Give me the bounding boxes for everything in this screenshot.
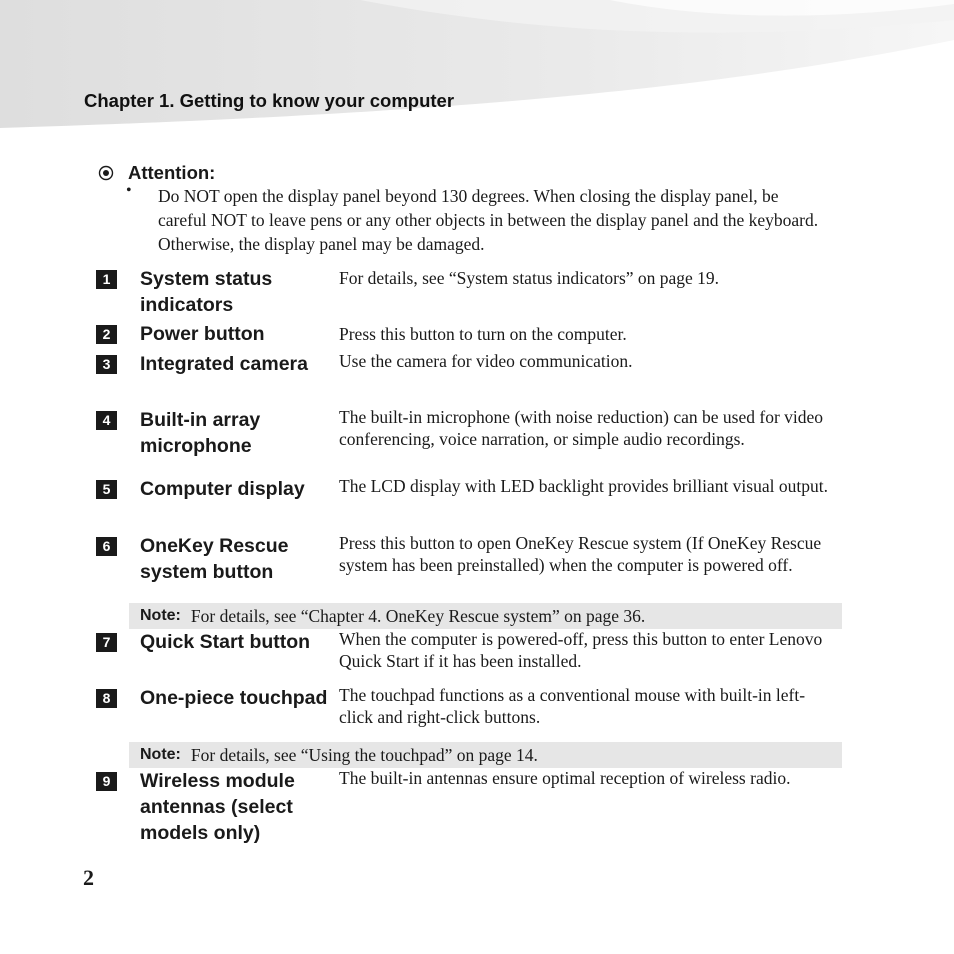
- item-description: The built-in microphone (with noise reduction) can be used for video conferencing, voice narration, or simple audio recordings.: [339, 407, 824, 449]
- item-label: Built-in array microphone: [140, 409, 261, 457]
- item-description: For details, see “System status indicators” on page 19.: [339, 268, 720, 288]
- item-number-badge: 9: [96, 772, 117, 791]
- bullet-marker: •: [126, 182, 132, 199]
- item-number-badge: 5: [96, 480, 117, 499]
- note-label: Note:: [140, 746, 181, 763]
- item-description: Press this button to open OneKey Rescue system (If OneKey Rescue system has been preinstalled) when the computer is powered off.: [339, 533, 822, 575]
- item-label: One-piece touchpad: [140, 687, 328, 709]
- note-touchpad: [129, 742, 842, 768]
- item-number-badge: 2: [96, 325, 117, 344]
- note-label: Note:: [140, 607, 181, 624]
- item-label: Power button: [140, 323, 265, 345]
- attention-heading: [98, 162, 215, 184]
- item-number-badge: 8: [96, 689, 117, 708]
- item-number-badge: 6: [96, 537, 117, 556]
- chapter-title: Chapter 1. Getting to know your computer: [84, 90, 455, 111]
- item-label: Computer display: [140, 478, 305, 500]
- item-description: Use the camera for video communication.: [339, 351, 633, 371]
- item-description: The LCD display with LED backlight provides brilliant visual output.: [339, 476, 828, 496]
- item-number-badge: 4: [96, 411, 117, 430]
- item-number-badge: 1: [96, 270, 117, 289]
- item-description: Press this button to turn on the computer.: [339, 324, 627, 344]
- attention-label: Attention:: [128, 162, 216, 183]
- item-description: The touchpad functions as a conventional mouse with built-in left-click and right-click buttons.: [339, 685, 806, 727]
- note-onekey-rescue: [129, 603, 842, 629]
- item-label: System status indicators: [140, 268, 273, 316]
- item-label: Wireless module antennas (select models only): [140, 770, 295, 844]
- attention-text: Do NOT open the display panel beyond 130 degrees. When closing the display panel, be careful NOT to leave pens or any other objects in between the display panel and the keyboard. Otherwise, the display panel may be damaged.: [158, 186, 819, 254]
- note-text: For details, see “Chapter 4. OneKey Rescue system” on page 36.: [190, 605, 646, 626]
- item-description: The built-in antennas ensure optimal reception of wireless radio.: [339, 768, 791, 788]
- item-number-badge: 7: [96, 633, 117, 652]
- item-number-badge: 3: [96, 355, 117, 374]
- note-text: For details, see “Using the touchpad” on page 14.: [190, 744, 538, 765]
- item-label: Integrated camera: [140, 353, 308, 375]
- page-number: 2: [83, 865, 94, 890]
- item-label: OneKey Rescue system button: [140, 535, 289, 583]
- item-description: When the computer is powered-off, press this button to enter Lenovo Quick Start if it has been installed.: [339, 629, 823, 671]
- attention-icon: [98, 165, 114, 181]
- item-label: Quick Start button: [140, 631, 311, 653]
